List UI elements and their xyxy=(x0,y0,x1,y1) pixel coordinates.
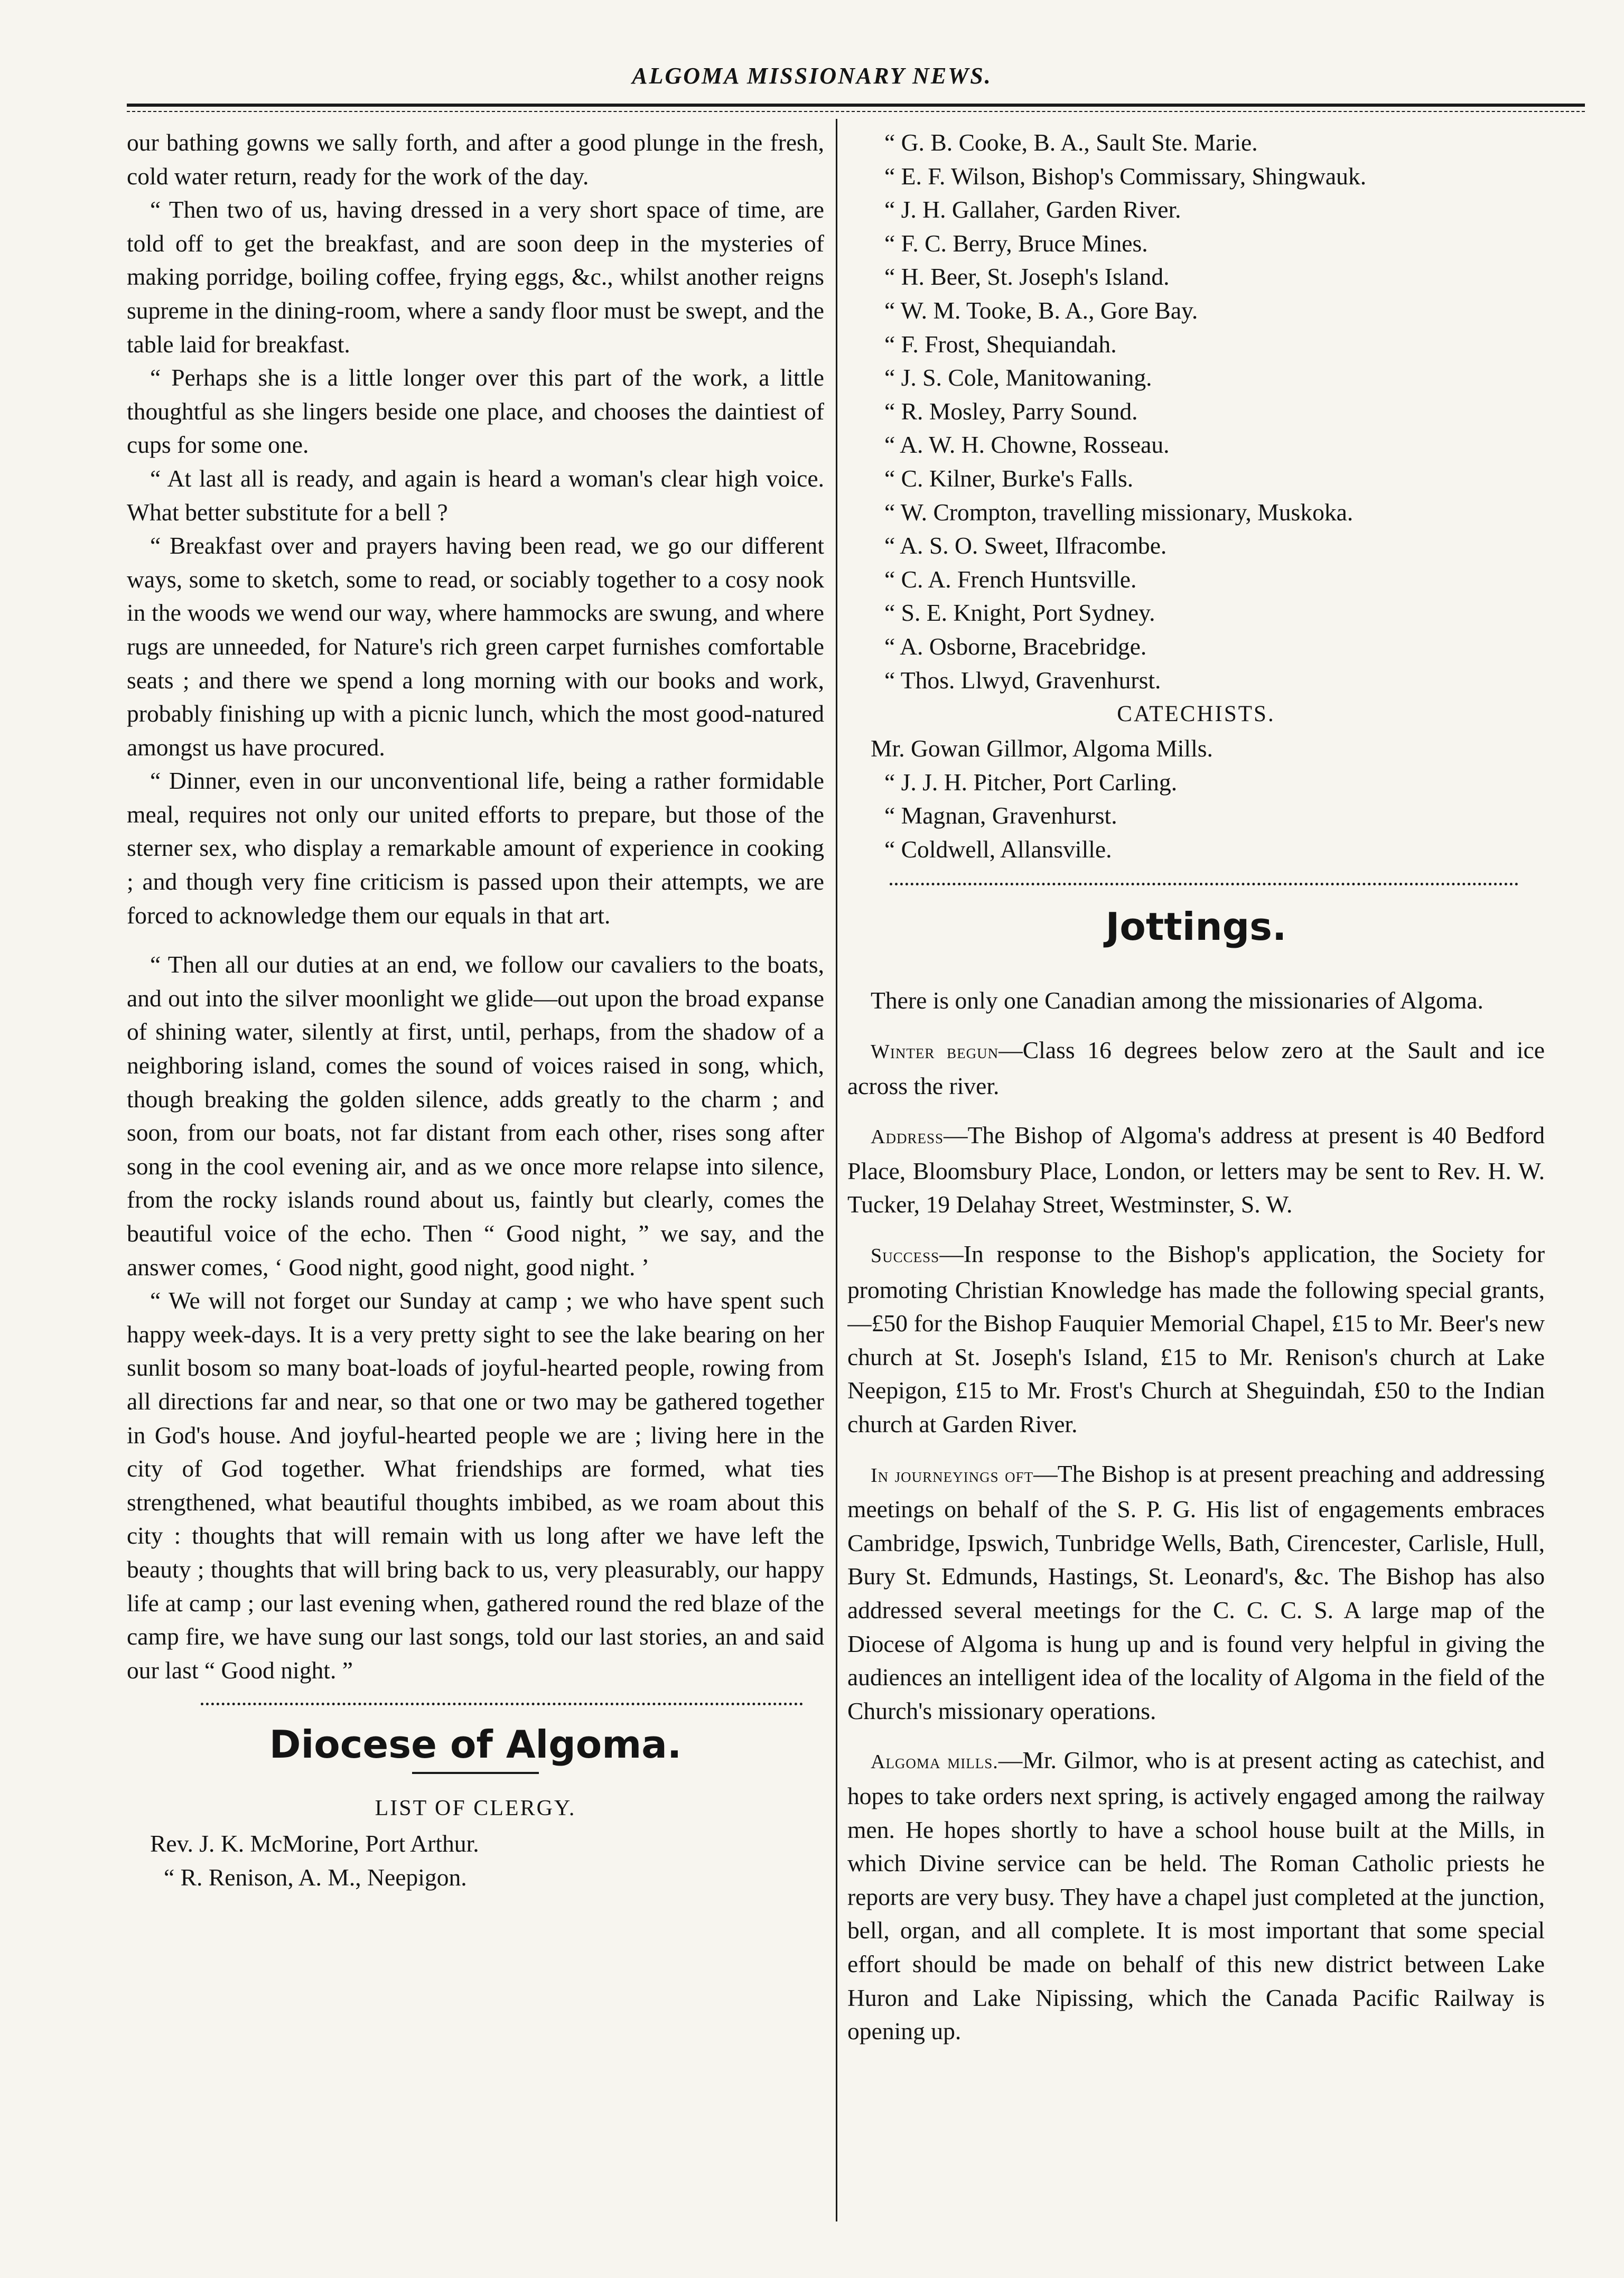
article-paragraph: “ Perhaps she is a little longer over this part of the work, a little thoughtful as she lingers beside one place, and chooses the daintiest of cups for some one. xyxy=(127,364,824,459)
clergy-entry: “ J. S. Cole, Manitowaning. xyxy=(884,364,1152,391)
column-divider xyxy=(836,119,837,2221)
catechist-entry: “ Coldwell, Allansville. xyxy=(884,835,1112,863)
jotting-item xyxy=(847,984,1545,1017)
article-paragraph: “ Dinner, even in our unconventional life, being a rather formidable meal, requires not only our united efforts to prepare, but those of the sterner sex, who display a remarkable amount of experience in cooking ; and though very fine criticism is passed upon their attempts, we are forced to acknowledge them our equals in that art. xyxy=(127,767,824,929)
jotting-item xyxy=(847,1743,1545,2048)
clergy-entry: “ S. E. Knight, Port Sydney. xyxy=(884,599,1155,627)
article-paragraph: “ We will not forget our Sunday at camp ; we who have spent such happy week-days. It is a very pretty sight to see the lake bearing on her sunlit bosom so many boat-loads of joyful-hearted people, rowing from all directions far and near, so that one or two may be gathered together in God's house. And joyful-hearted people we are ; living here in the city of God together. What friendships are formed, what ties strengthened, what beautiful thoughts imbibed, as we roam about this city : thoughts that will remain with us long after we have left the beauty ; thoughts that will bring back to us, very pleasurably, our happy life at camp ; our last evening when, gathered round the red blaze of the camp fire, we have sung our last songs, told our last stories, an and said our last “ Good night. ” xyxy=(127,1287,824,1684)
jotting-text: —Class 16 degrees below zero at the Sault and ice across the river. xyxy=(847,1037,1545,1099)
clergy-entry: “ A. W. H. Chowne, Rosseau. xyxy=(884,431,1170,459)
header-rule xyxy=(127,104,1585,107)
jotting-lead: Success xyxy=(871,1245,940,1267)
clergy-entry: “ C. Kilner, Burke's Falls. xyxy=(884,464,1134,492)
jotting-text: —The Bishop is at present preaching and addressing meetings on behalf of the S. P. G. His list of engagements embraces Cambridge, Ipswich, Tunbridge Wells, Bath, Cirencester, Carlisle, Hull, Bury St. Edmunds, Hastings, St. Leonard's, &c. The Bishop has also addressed several meetings for the C. C. C. S. A large map of the Diocese of Algoma is hung up and is found very helpful in giving the audiences an intelligent idea of the locality of Algoma in the field of the Church's missionary operations. xyxy=(847,1460,1545,1724)
header-rule-dashed xyxy=(127,111,1585,112)
section-separator xyxy=(201,1703,803,1705)
article-paragraph: “ Then all our duties at an end, we follow our cavaliers to the boats, and out into the silver moonlight we glide—out upon the broad expanse of shining water, silently at first, until, perhaps, from the shadow of a neighboring island, comes the sound of voices raised in song, which, though breaking the golden silence, adds greatly to the charm ; and soon, from our boats, not far distant from each other, rises song after song in the cool evening air, and as we once more relapse into silence, from the rocky islands round about us, faintly but clearly, comes the beautiful voice of the echo. Then “ Good night, ” we say, and the answer comes, ‘ Good night, good night, good night. ’ xyxy=(127,951,824,1281)
catechist-entry: “ Magnan, Gravenhurst. xyxy=(884,802,1117,829)
clergy-entry: “ W. Crompton, travelling missionary, Muskoka. xyxy=(884,498,1354,526)
section-separator xyxy=(890,883,1518,885)
clergy-entry: “ R. Renison, A. M., Neepigon. xyxy=(164,1863,467,1891)
clergy-entry: “ R. Mosley, Parry Sound. xyxy=(884,397,1138,425)
jotting-lead: Algoma mills. xyxy=(871,1751,998,1773)
diocese-heading: Diocese of Algoma. xyxy=(269,1722,682,1767)
jotting-text: —Mr. Gilmor, who is at present acting as catechist, and hopes to take orders next spring, is actively engaged among the railway men. He hopes shortly to have a school house built at the Mills, in which Divine service can be held. The Roman Catholic priests he reports are very busy. They have a chapel just completed at the junction, bell, organ, and all complete. It is most important that some special effort should be made on behalf of this new district between Lake Huron and Lake Nipissing, which the Canada Pacific Railway is opening up. xyxy=(847,1747,1545,2045)
article-paragraph: “ Breakfast over and prayers having been read, we go our different ways, some to sketch, some to read, or sociably together to a cosy nook in the woods we wend our way, where hammocks are swung, and where rugs are unneeded, for Nature's rich green carpet furnishes comfortable seats ; and there we spend a long morning with our books and work, probably finishing up with a picnic lunch, which the most good-natured amongst us have procured. xyxy=(127,532,824,761)
jotting-item xyxy=(847,1457,1545,1728)
jotting-item xyxy=(847,1118,1545,1221)
clergy-entry: “ G. B. Cooke, B. A., Sault Ste. Marie. xyxy=(884,129,1258,156)
clergy-entry: “ W. M. Tooke, B. A., Gore Bay. xyxy=(884,296,1198,324)
article-paragraph: “ At last all is ready, and again is heard a woman's clear high voice. What better substitute for a bell ? xyxy=(127,464,824,526)
article-paragraph: our bathing gowns we sally forth, and after a good plunge in the fresh, cold water return, ready for the work of the day. xyxy=(127,129,824,190)
right-column xyxy=(847,126,1545,2218)
jotting-text: There is only one Canadian among the missionaries of Algoma. xyxy=(871,987,1483,1014)
jotting-text: —In response to the Bishop's application, the Society for promoting Christian Knowledge has made the following special grants,—£50 for the Bishop Fauquier Memorial Chapel, £15 to Mr. Beer's new church at St. Joseph's Island, £15 to Mr. Renison's church at Lake Neepigon, £15 to Mr. Frost's Church at Sheguindah, £50 to the Indian church at Garden River. xyxy=(847,1240,1545,1437)
clergy-entry: “ C. A. French Huntsville. xyxy=(884,565,1137,593)
clergy-entry: “ H. Beer, St. Joseph's Island. xyxy=(884,263,1170,291)
jotting-lead: Winter begun xyxy=(871,1041,999,1063)
running-head-title: ALGOMA MISSIONARY NEWS. xyxy=(632,63,992,89)
catechist-entry: “ J. J. H. Pitcher, Port Carling. xyxy=(884,768,1178,796)
clergy-entry: “ F. Frost, Shequiandah. xyxy=(884,330,1117,358)
jotting-text: —The Bishop of Algoma's address at present is 40 Bedford Place, Bloomsbury Place, London, or letters may be sent to Rev. H. W. Tucker, 19 Delahay Street, Westminster, S. W. xyxy=(847,1122,1545,1218)
jotting-item xyxy=(847,1237,1545,1441)
clergy-entry: “ F. C. Berry, Bruce Mines. xyxy=(884,229,1148,257)
catechists-heading: CATECHISTS. xyxy=(1117,702,1275,727)
article-paragraph: “ Then two of us, having dressed in a very short space of time, are told off to get the breakfast, and are soon deep in the mysteries of making porridge, boiling coffee, frying eggs, &c., whilst another reigns supreme in the dining-room, where a sandy floor must be swept, and the table laid for breakfast. xyxy=(127,196,824,358)
clergy-entry: “ A. Osborne, Bracebridge. xyxy=(884,632,1147,660)
jotting-item xyxy=(847,1033,1545,1103)
clergy-subheading: LIST OF CLERGY. xyxy=(375,1796,576,1821)
jottings-heading: Jottings. xyxy=(1105,904,1287,949)
clergy-entry: “ J. H. Gallaher, Garden River. xyxy=(884,196,1181,223)
jotting-lead: Address xyxy=(871,1126,944,1149)
clergy-entry: “ Thos. Llwyd, Gravenhurst. xyxy=(884,666,1161,694)
heading-underline xyxy=(412,1772,539,1774)
clergy-entry: “ A. S. O. Sweet, Ilfracombe. xyxy=(884,532,1167,559)
clergy-entry: “ E. F. Wilson, Bishop's Commissary, Shingwauk. xyxy=(884,162,1367,190)
clergy-entry: Rev. J. K. McMorine, Port Arthur. xyxy=(150,1830,479,1857)
jotting-lead: In journeyings oft xyxy=(871,1464,1034,1487)
catechist-entry: Mr. Gowan Gillmor, Algoma Mills. xyxy=(871,735,1213,762)
left-column xyxy=(127,126,824,2218)
